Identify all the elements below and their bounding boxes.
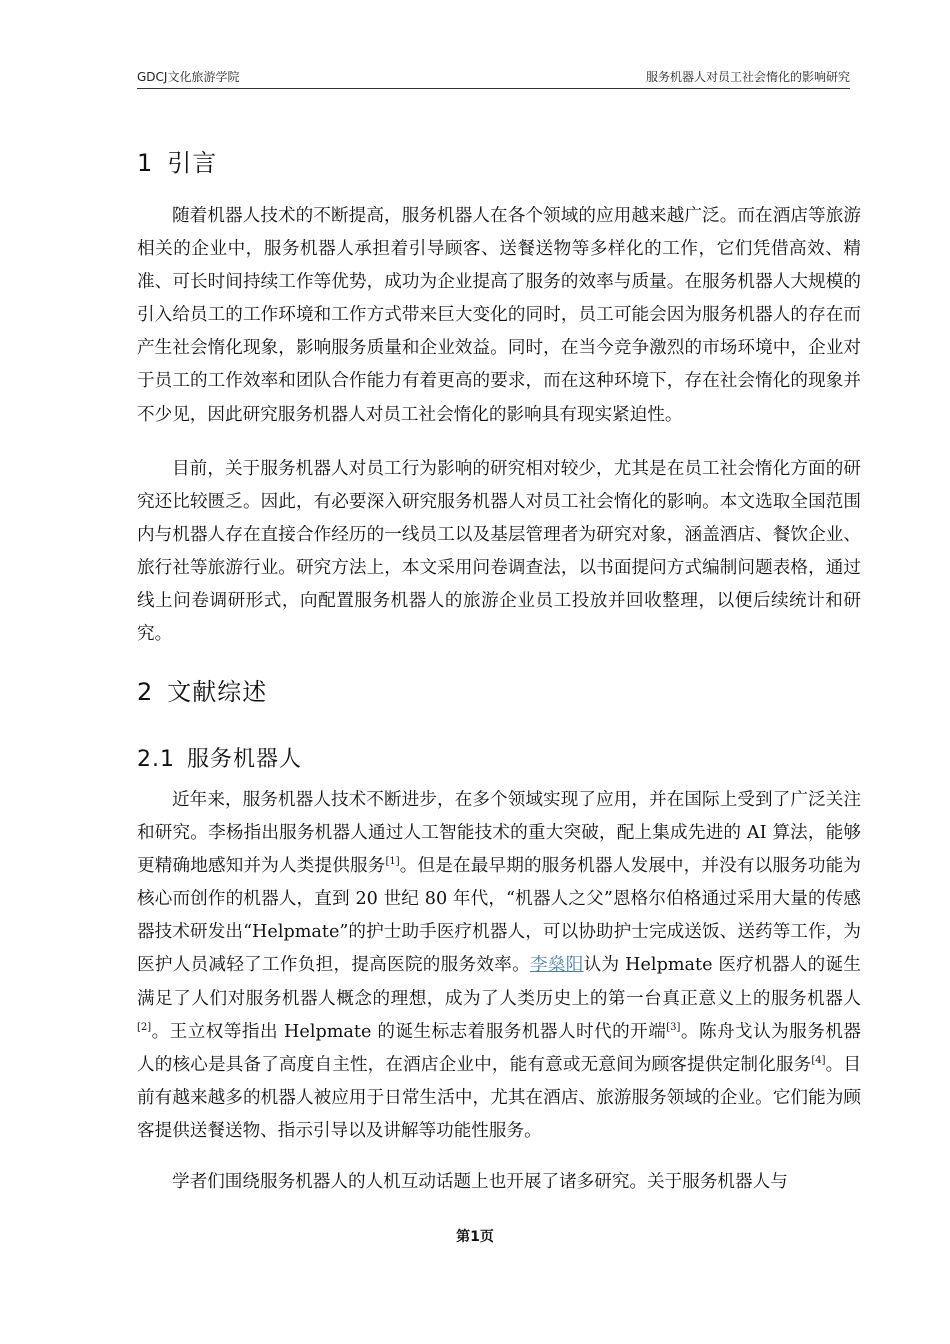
header-divider xyxy=(137,88,850,89)
section-1-heading xyxy=(137,143,217,178)
section-2-1-paragraph-1 xyxy=(137,784,861,1148)
paragraph-text: 。但是在最早期的服务机器人发展中，并没有以服务功能为核心而创作的机器人，直到 20 世纪 80 年代，“机器人之父”恩格尔伯格通过采用大量的传感器技术研发出“Helpmate”的护士助手医疗机器人，可以协助护士完成送饭、送药等工作，为医护人员减轻了工作负担，提高医院的服务效率。 xyxy=(137,856,861,976)
paragraph-text: 。目前有越来越多的机器人被应用于日常生活中，尤其在酒店、旅游服务领域的企业。它们能为顾客提供送餐送物、指示引导以及讲解等功能性服务。 xyxy=(137,1054,861,1141)
page-header xyxy=(137,65,850,87)
paragraph-text: 认为 Helpmate 医疗机器人的诞生满足了人们对服务机器人概念的理想，成为了人类历史上的第一台真正意义上的服务机器人 xyxy=(137,955,861,1009)
section-number: 2 xyxy=(137,678,154,706)
subsection-title: 服务机器人 xyxy=(187,747,303,772)
section-2-heading xyxy=(137,672,267,707)
page-number: 第1页 xyxy=(456,1229,494,1245)
paragraph-text: 。王立权等指出 Helpmate 的诞生标志着服务机器人时代的开端 xyxy=(151,1021,667,1042)
section-2-1-paragraph-2: 学者们围绕服务机器人的人机互动话题上也开展了诸多研究。关于服务机器人与 xyxy=(172,1172,788,1192)
section-number: 1 xyxy=(137,149,154,177)
section-title: 引言 xyxy=(167,149,218,177)
paragraph-text: 。陈舟戈认为服务机器人的核心是具备了高度自主性，在酒店企业中，能有意或无意间为顾客提供定制化服务 xyxy=(137,1021,861,1075)
paragraph-text: 近年来，服务机器人技术不断进步，在多个领域实现了应用，并在国际上受到了广泛关注和研究。李杨指出服务机器人通过人工智能技术的重大突破，配上集成先进的 AI 算法，能够更精确地感知并为人类提供服务 xyxy=(137,790,861,877)
citation-ref: [2] xyxy=(137,1021,152,1033)
section-1-paragraph-2: 目前，关于服务机器人对员工行为影响的研究相对较少，尤其是在员工社会惰化方面的研究还比较匮乏。因此，有必要深入研究服务机器人对员工社会惰化的影响。本文选取全国范围内与机器人存在直接合作经历的一线员工以及基层管理者为研究对象，涵盖酒店、餐饮企业、旅行社等旅游行业。研究方法上，本文采用问卷调查法，以书面提问方式编制问题表格，通过线上问卷调研形式，向配置服务机器人的旅游企业员工投放并回收整理，以便后续统计和研究。 xyxy=(137,459,861,645)
section-title: 文献综述 xyxy=(167,678,268,706)
citation-ref: [4] xyxy=(811,1054,826,1066)
section-1-paragraph-1: 随着机器人技术的不断提高，服务机器人在各个领域的应用越来越广泛。而在酒店等旅游相关的企业中，服务机器人承担着引导顾客、送餐送物等多样化的工作，它们凭借高效、精准、可长时间持续工作等优势，成功为企业提高了服务的效率与质量。在服务机器人大规模的引入给员工的工作环境和工作方式带来巨大变化的同时，员工可能会因为服务机器人的存在而产生社会惰化现象，影响服务质量和企业效益。同时，在当今竞争激烈的市场环境中，企业对于员工的工作效率和团队合作能力有着更高的要求，而在这种环境下，存在社会惰化的现象并不少见，因此研究服务机器人对员工社会惰化的影响具有现实紧迫性。 xyxy=(137,206,861,425)
section-2-1-heading xyxy=(137,742,302,773)
header-institution: GDCJ文化旅游学院 xyxy=(137,70,240,84)
header-paper-title: 服务机器人对员工社会惰化的影响研究 xyxy=(645,70,850,84)
citation-ref: [3] xyxy=(666,1021,681,1033)
citation-ref: [1] xyxy=(385,856,400,868)
subsection-number: 2.1 xyxy=(137,747,175,772)
author-link[interactable]: 李燊阳 xyxy=(530,955,584,976)
